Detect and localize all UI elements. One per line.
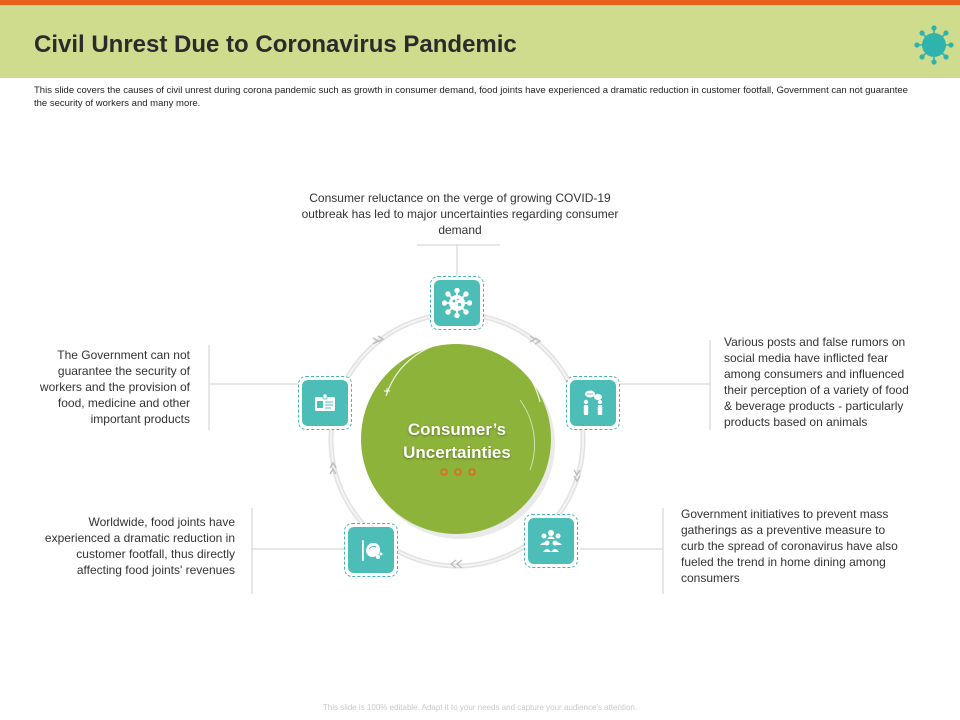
node-group bbox=[524, 514, 578, 568]
node-id-card bbox=[298, 376, 352, 430]
item-text-government-initiatives: Government initiatives to prevent mass gatherings as a preventive measure to curb the spread of coronavirus have also fueled the trend in home dining among consumers bbox=[681, 507, 898, 585]
id-card-icon bbox=[310, 388, 340, 418]
virus-icon bbox=[442, 288, 472, 318]
footer-note: This slide is 100% editable. Adapt it to your needs and capture your audience's attention. bbox=[322, 703, 638, 712]
page-title: Civil Unrest Due to Coronavirus Pandemic bbox=[34, 31, 517, 58]
center-title-line1: Consumer’s bbox=[407, 420, 507, 439]
node-food bbox=[344, 523, 398, 577]
group-icon bbox=[536, 526, 566, 556]
center-title-line2: Uncertainties bbox=[403, 443, 511, 462]
node-virus bbox=[430, 276, 484, 330]
item-text-government-security: The Government can not guarantee the security of workers and the provision of food, medicine and other important products bbox=[39, 348, 190, 426]
people-chat-icon bbox=[578, 388, 608, 418]
intro-text: This slide covers the causes of civil unrest during corona pandemic such as growth in consumer demand, food joints have experienced a dramatic reduction in customer footfall, Government can not guarantee the security of workers and many more. bbox=[34, 85, 908, 109]
food-icon bbox=[356, 535, 386, 565]
node-people-chat bbox=[566, 376, 620, 430]
item-text-food-joints: Worldwide, food joints have experienced a dramatic reduction in customer footfall, thus directly affecting food joints' revenues bbox=[44, 515, 235, 577]
item-text-false-rumors: Various posts and false rumors on social media have inflicted fear among consumers and influenced their perception of a variety of food & beverage products - particularly products based on animals bbox=[724, 335, 909, 429]
item-text-consumer-reluctance: Consumer reluctance on the verge of growing COVID-19 outbreak has led to major uncertainties regarding consumer demand bbox=[301, 191, 619, 237]
center-title bbox=[362, 418, 552, 464]
